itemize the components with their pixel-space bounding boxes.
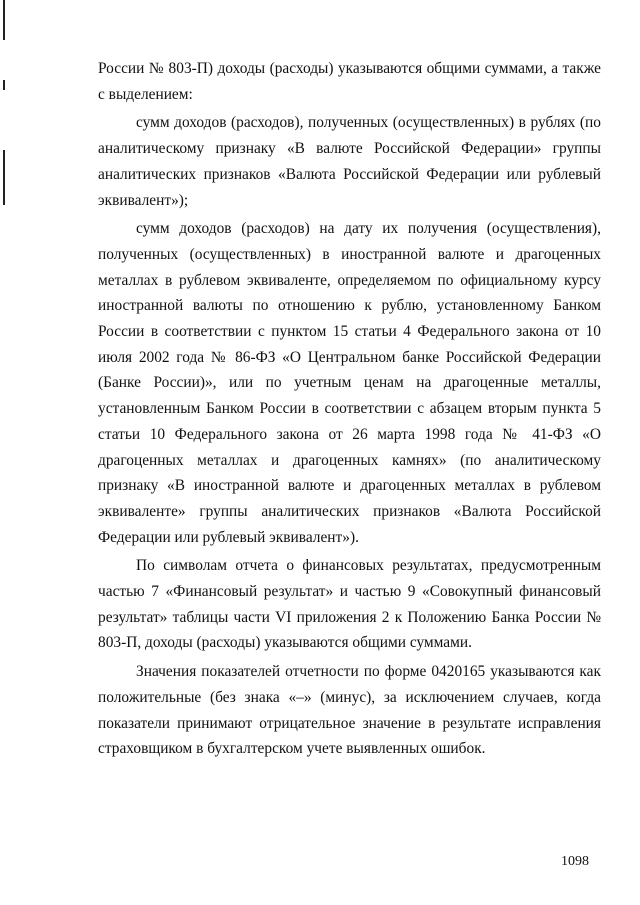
page-number: 1098	[561, 854, 589, 869]
paragraph-indicator-values: Значения показателей отчетности по форме 0420165 указываются как положительные (без знака «–» (минус), за исключением случаев, когда показатели принимают отрицательное значение в результате исправления страховщиком в бухгалтерском учете выявленных ошибок.	[98, 663, 601, 758]
paragraph-continuation: России № 803-П) доходы (расходы) указываются общими суммами, а также с выделением:	[98, 60, 601, 103]
paragraph-foreign-currency: сумм доходов (расходов) на дату их получения (осуществления), полученных (осуществленных) в иностранной валюте и драгоценных металлах в рублевом эквиваленте, определяемом по официальному курсу иностранной валюты по отношению к рублю, установленному Банком России в соответствии с пунктом 15 статьи 4 Федерального закона от 10 июля 2002 года № 86-ФЗ «О Центральном банке Российской Федерации (Банке России)», или по учетным ценам на драгоценные металлы, установленным Банком России в соответствии с абзацем вторым пункта 5 статьи 10 Федерального закона от 26 марта 1998 года № 41-ФЗ «О драгоценных металлах и драгоценных камнях» (по аналитическому признаку «В иностранной валюте и драгоценных металлах в рублевом эквиваленте» группы аналитических признаков «Валюта Российской Федерации или рублевый эквивалент»).	[98, 220, 601, 546]
scan-edge-mark	[3, 0, 5, 40]
document-body	[98, 56, 601, 765]
scan-edge-mark	[3, 80, 5, 90]
scan-edge-mark	[3, 150, 5, 205]
paragraph-report-symbols: По символам отчета о финансовых результатах, предусмотренным частью 7 «Финансовый результат» и частью 9 «Совокупный финансовый результат» таблицы части VI приложения 2 к Положению Банка России № 803-П, доходы (расходы) указываются общими суммами.	[98, 557, 601, 652]
paragraph-rubles: сумм доходов (расходов), полученных (осуществленных) в рублях (по аналитическому признаку «В валюте Российской Федерации» группы аналитических признаков «Валюта Российской Федерации или рублевый эквивалент»);	[98, 114, 601, 209]
